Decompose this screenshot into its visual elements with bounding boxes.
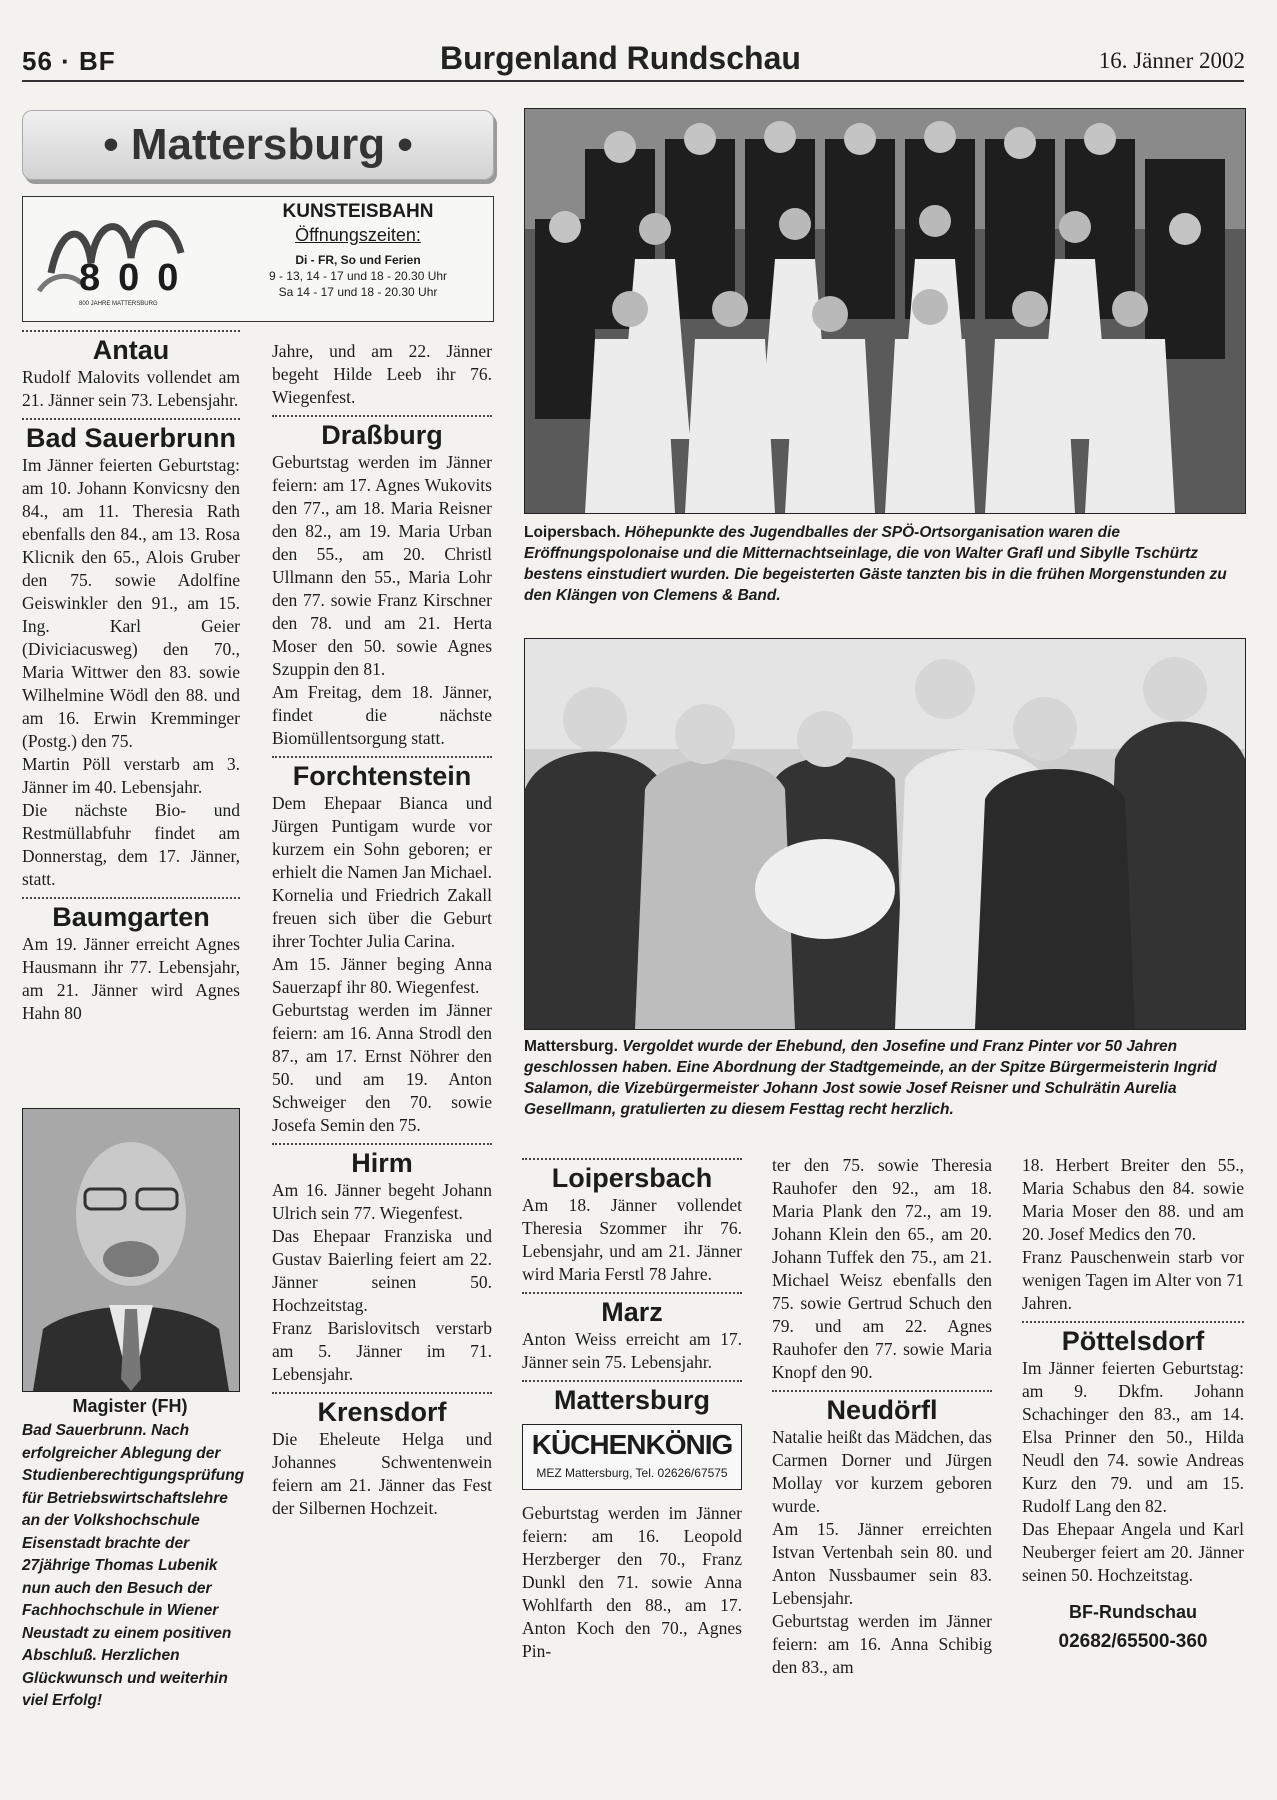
text-mattersburg: Geburtstag werden im Jänner feiern: am 16. Leopold Herzberger den 70., Franz Dunkl den 71. sowie Anna Wohlfarth den 88., am 17. Anton Koch den 70., Agnes Pin-: [522, 1503, 742, 1661]
text-loipersbach: Am 18. Jänner vollendet Theresia Szommer ihr 76. Lebensjahr, und am 21. Jänner wird Maria Ferstl 78 Jahre.: [522, 1195, 742, 1284]
text-hirm-3: Franz Barislovitsch verstarb am 5. Jänner im 71. Lebensjahr.: [272, 1318, 492, 1384]
heading-antau: Antau: [92, 335, 170, 365]
separator: [522, 1380, 742, 1382]
column-1: [22, 324, 240, 1025]
caption-text: Vergoldet wurde der Ehebund, den Josefine und Franz Pinter vor 50 Jahren geschlossen haben. Eine Abordnung der Stadtgemeinde, an der Spitze Bürgermeisterin Ingrid Salamon, die Vizebürgermeister Johann Jost sowie Josef Reisner und Schulrätin Aurelia Gesellmann, gratulierten zu diesem Festtag recht herzlich.: [524, 1038, 1217, 1118]
portrait-caption: Bad Sauerbrunn. Nach erfolgreicher Ablegung der Studienberechtigungsprüfung für Betriebswirtschaftslehre an der Volkshochschule Eisenstadt brachte der 27jährige Thomas Lubenik nun auch den Besuch der Fachhochschule in Wiener Neustadt zu einem positiven Abschluß. Herzlichen Glückwunsch und weiterhin viel Erfolg!: [22, 1422, 245, 1709]
separator: [22, 418, 240, 420]
column-5: [1022, 1154, 1244, 1653]
ad-title: KUNSTEISBAHN: [282, 201, 434, 222]
page-number: 56 · BF: [22, 46, 116, 76]
text-forchtenstein-2: Am 15. Jänner beging Anna Sauerzapf ihr 80. Wiegenfest.: [272, 954, 492, 997]
separator: [272, 756, 492, 758]
signature-name: BF-Rundschau: [1069, 1602, 1197, 1622]
newspaper-name: Burgenland Rundschau: [440, 40, 801, 76]
separator: [522, 1292, 742, 1294]
separator: [772, 1390, 992, 1392]
separator: [522, 1158, 742, 1160]
heading-poettelsdorf: Pöttelsdorf: [1061, 1326, 1205, 1356]
column-2: [272, 340, 492, 1520]
separator: [22, 897, 240, 899]
heading-loipersbach: Loipersbach: [551, 1163, 713, 1193]
text-neudoerfl-cont: 18. Herbert Breiter den 55., Maria Schabus den 84. sowie Maria Moser den 88. und am 20. Josef Medics den 70.: [1022, 1155, 1244, 1244]
caption-loipersbach: [524, 522, 1244, 606]
goldene-hochzeit-image: [525, 639, 1245, 1029]
caption-mattersburg: [524, 1036, 1244, 1120]
heading-mattersburg: Mattersburg: [553, 1385, 710, 1415]
heading-forchtenstein: Forchtenstein: [292, 761, 472, 791]
text-hirm-2: Das Ehepaar Franziska und Gustav Baierling feiert am 22. Jänner seinen 50. Hochzeitstag.: [272, 1226, 492, 1315]
heading-baumgarten: Baumgarten: [52, 902, 210, 932]
text-bad-sauerbrunn-3: Die nächste Bio- und Restmüllabfuhr findet am Donnerstag, dem 17. Jänner, statt.: [22, 800, 240, 889]
jugendball-image: [525, 109, 1245, 513]
text-antau: Rudolf Malovits vollendet am 21. Jänner sein 73. Lebensjahr.: [22, 367, 240, 410]
logo-subtext: 800 JAHRE MATTERSBURG: [79, 301, 158, 307]
caption-text: Höhepunkte des Jugendballes der SPÖ-Ortsorganisation waren die Eröffnungspolonaise und die Mitternachtseinlage, die von Walter Grafl und Sibylle Tschürtz bestens einstudiert wurden. Die begeisterten Gäste tanzten bis in die frühen Morgenstunden zu den Klängen von Clemens & Band.: [524, 524, 1227, 604]
text-forchtenstein-1: Dem Ehepaar Bianca und Jürgen Puntigam wurde vor kurzem ein Sohn geboren; er erhielt die Namen Jan Michael. Kornelia und Friedrich Zakall freuen sich über die Geburt ihrer Tochter Julia Carina.: [272, 793, 492, 951]
text-neudoerfl-3: Geburtstag werden im Jänner feiern: am 16. Anna Schibig den 83., am: [772, 1611, 992, 1677]
heading-hirm: Hirm: [351, 1148, 413, 1178]
separator: [272, 1392, 492, 1394]
text-bad-sauerbrunn-1: Im Jänner feierten Geburtstag: am 10. Johann Konvicsny den 84., am 11. Theresia Rath ebenfalls den 84., am 13. Rosa Klicnik den 65., Alois Gruber den 75. sowie Adolfine Geiswinkler den 91., am 15. Ing. Karl Geier (Diviciacusweg) den 70., Maria Wittwer den 83. sowie Wilhelmine Wödl den 88. und am 16. Erwin Kremminger (Postg.) den 75.: [22, 455, 240, 751]
text-drassburg-1: Geburtstag werden im Jänner feiern: am 17. Agnes Wukovits den 77., am 18. Maria Reisner den 82., am 19. Maria Urban den 55., am 20. Christl Ullmann den 55., Maria Lohr den 77. sowie Franz Kirschner den 78. und am 21. Herta Moser den 50. sowie Agnes Szuppin den 81.: [272, 452, 492, 679]
text-forchtenstein-3: Geburtstag werden im Jänner feiern: am 16. Anna Strodl den 87., am 17. Ernst Nöhrer den 50. und am 19. Anton Schweiger den 70. sowie Josefa Semin den 75.: [272, 1000, 492, 1135]
heading-marz: Marz: [601, 1297, 663, 1327]
portrait-image: [23, 1109, 239, 1391]
section-banner: • Mattersburg •: [22, 110, 494, 180]
text-baumgarten: Am 19. Jänner erreicht Agnes Hausmann ihr 77. Lebensjahr, am 21. Jänner wird Agnes Hahn 80: [22, 934, 240, 1023]
text-neudoerfl-1: Natalie heißt das Mädchen, das Carmen Dorner und Jürgen Mollay vor kurzem geboren wurde.: [772, 1427, 992, 1516]
text-mattersburg-cont: ter den 75. sowie Theresia Rauhofer den 92., am 18. Maria Plank den 72., am 19. Johann Klein den 65., am 20. Johann Tuffek den 75., am 21. Michael Weisz ebenfalls den 75. sowie Gertrud Schuch den 79. und am 22. Agnes Rauhofer den 77. sowie Maria Knopf den 90.: [772, 1155, 992, 1382]
signature-phone: 02682/65500-360: [1058, 1631, 1208, 1652]
heading-bad-sauerbrunn: Bad Sauerbrunn: [25, 423, 237, 453]
ad-line-3: Sa 14 - 17 und 18 - 20.30 Uhr: [278, 285, 438, 299]
text-neudoerfl-2: Am 15. Jänner erreichten Istvan Vertenbah sein 80. und Anton Nussbaumer sein 83. Lebensjahr.: [772, 1519, 992, 1608]
text-bad-sauerbrunn-2: Martin Pöll verstarb am 3. Jänner im 40. Lebensjahr.: [22, 754, 240, 797]
text-neudoerfl-death: Franz Pauschenwein starb vor wenigen Tagen im Alter von 71 Jahren.: [1022, 1247, 1244, 1313]
column-4: [772, 1154, 992, 1679]
text-poettelsdorf-2: Das Ehepaar Angela und Karl Neuberger feiert am 20. Jänner seinen 50. Hochzeitstag.: [1022, 1519, 1244, 1585]
portrait-photo: [22, 1108, 240, 1392]
separator: [1022, 1321, 1244, 1323]
text-krensdorf: Die Eheleute Helga und Johannes Schwentenwein feiern am 21. Jänner das Fest der Silbernen Hochzeit.: [272, 1429, 492, 1518]
issue-date: 16. Jänner 2002: [1098, 48, 1245, 73]
text-drassburg-2: Am Freitag, dem 18. Jänner, findet die nächste Biomüllentsorgung statt.: [272, 682, 492, 748]
photo-goldene-hochzeit: [524, 638, 1246, 1030]
ad-line-1: Di - FR, So und Ferien: [295, 253, 421, 267]
text-hirm-1: Am 16. Jänner begeht Johann Ulrich sein 77. Wiegenfest.: [272, 1180, 492, 1223]
logo-number: 800: [79, 257, 197, 299]
photo-jugendball: [524, 108, 1246, 514]
ad-kunsteisbahn: [22, 196, 494, 322]
portrait-title: Magister (FH): [72, 1396, 188, 1416]
heading-krensdorf: Krensdorf: [317, 1397, 447, 1427]
column-3: [522, 1152, 742, 1663]
heading-neudoerfl: Neudörfl: [826, 1395, 938, 1425]
separator: [272, 1143, 492, 1145]
caption-place: Loipersbach.: [524, 524, 621, 541]
heading-drassburg: Draßburg: [321, 420, 443, 450]
text-poettelsdorf-1: Im Jänner feierten Geburtstag: am 9. Dkfm. Johann Schachinger den 83., am 14. Elsa Prinner den 50., Hilda Neudl den 74. sowie Andreas Kurz den 79. und am 15. Rudolf Lang den 82.: [1022, 1358, 1244, 1516]
caption-place: Mattersburg.: [524, 1038, 618, 1055]
ad-contact: MEZ Mattersburg, Tel. 02626/67575: [536, 1466, 728, 1480]
separator: [22, 330, 240, 332]
text-baumgarten-cont: Jahre, und am 22. Jänner begeht Hilde Leeb ihr 76. Wiegenfest.: [272, 341, 492, 407]
ad-brand: KÜCHENKÖNIG: [531, 1429, 733, 1460]
header-rule: [22, 80, 1244, 82]
ad-line-2: 9 - 13, 14 - 17 und 18 - 20.30 Uhr: [268, 269, 448, 283]
ad-kuechenkoenig: [522, 1424, 742, 1490]
text-marz: Anton Weiss erreicht am 17. Jänner sein 75. Lebensjahr.: [522, 1329, 742, 1372]
separator: [272, 415, 492, 417]
ad-subtitle: Öffnungszeiten:: [295, 225, 421, 245]
